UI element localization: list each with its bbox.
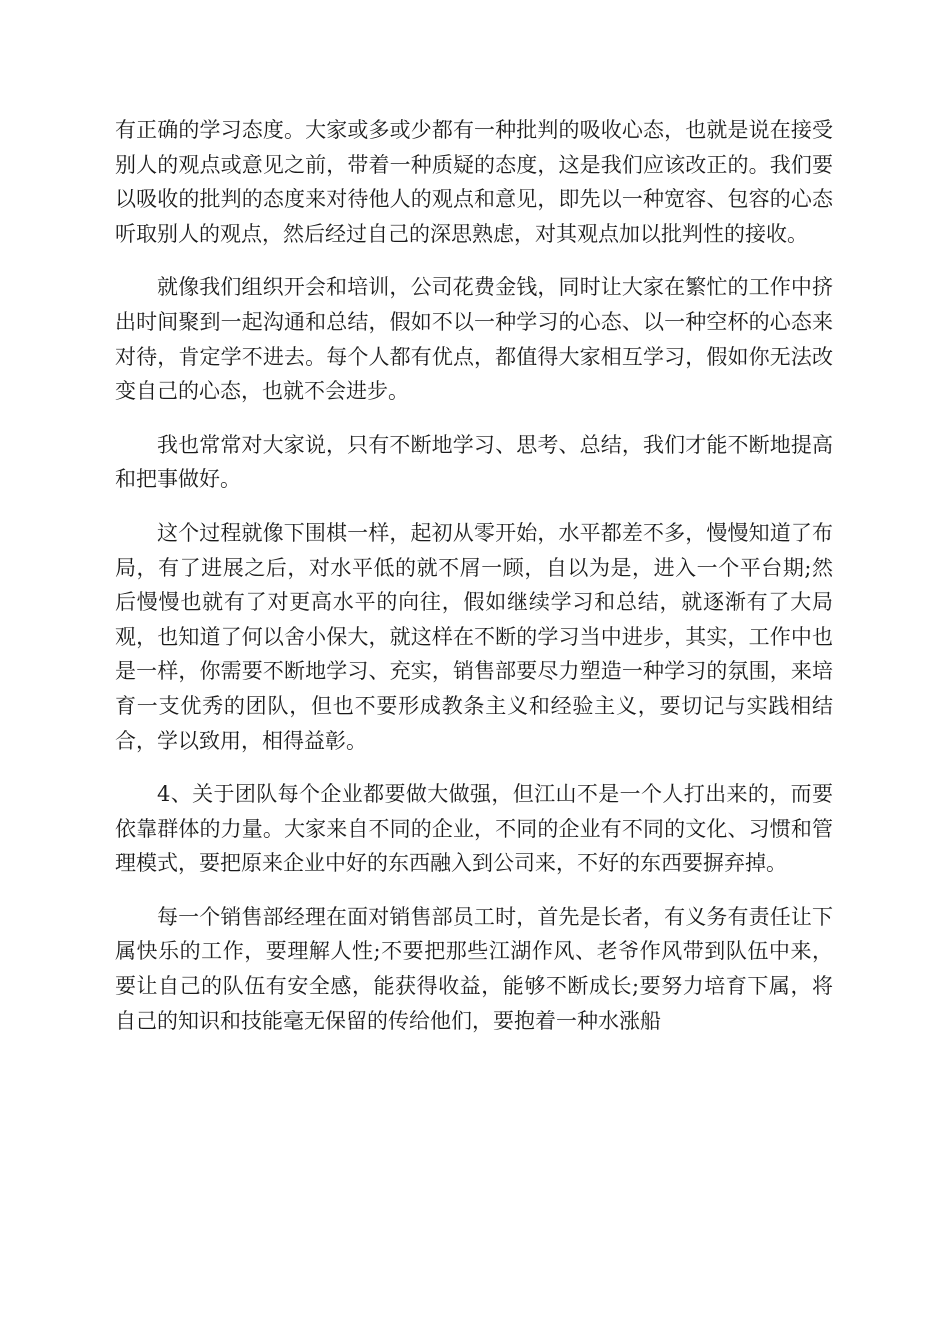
document-page [115,113,833,1057]
paragraph-continuation: 有正确的学习态度。大家或多或少都有一种批判的吸收心态，也就是说在接受别人的观点或意见之前，带着一种质疑的态度，这是我们应该改正的。我们要以吸收的批判的态度来对待他人的观点和意见，即先以一种宽容、包容的心态听取别人的观点，然后经过自己的深思熟虑，对其观点加以批判性的接收。 [115,118,833,246]
paragraph-sales-manager: 每一个销售部经理在面对销售部员工时，首先是长者，有义务有责任让下属快乐的工作，要理解人性;不要把那些江湖作风、老爷作风带到队伍中来，要让自己的队伍有安全感，能获得收益，能够不断成长;要努力培育下属，将自己的知识和技能毫无保留的传给他们，要抱着一种水涨船 [115,904,833,1033]
paragraph-meeting-training: 就像我们组织开会和培训，公司花费金钱，同时让大家在繁忙的工作中挤出时间聚到一起沟通和总结，假如不以一种学习的心态、以一种空杯的心态来对待，肯定学不进去。每个人都有优点，都值得大家相互学习，假如你无法改变自己的心态，也就不会进步。 [115,275,833,404]
paragraph-go-analogy: 这个过程就像下围棋一样，起初从零开始，水平都差不多，慢慢知道了布局，有了进展之后，对水平低的就不屑一顾，自以为是，进入一个平台期;然后慢慢也就有了对更高水平的向往，假如继续学习和总结，就逐渐有了大局观，也知道了何以舍小保大，就这样在不断的学习当中进步，其实，工作中也是一样，你需要不断地学习、充实，销售部要尽力塑造一种学习的氛围，来培育一支优秀的团队，但也不要形成教条主义和经验主义，要切记与实践相结合，学以致用，相得益彰。 [115,520,833,753]
paragraph-continuous-learning: 我也常常对大家说，只有不断地学习、思考、总结，我们才能不断地提高和把事做好。 [115,432,833,492]
paragraph-team-section: 4、关于团队每个企业都要做大做强，但江山不是一个人打出来的，而要依靠群体的力量。大家来自不同的企业，不同的企业有不同的文化、习惯和管理模式，要把原来企业中好的东西融入到公司来，不好的东西要摒弃掉。 [115,782,833,876]
